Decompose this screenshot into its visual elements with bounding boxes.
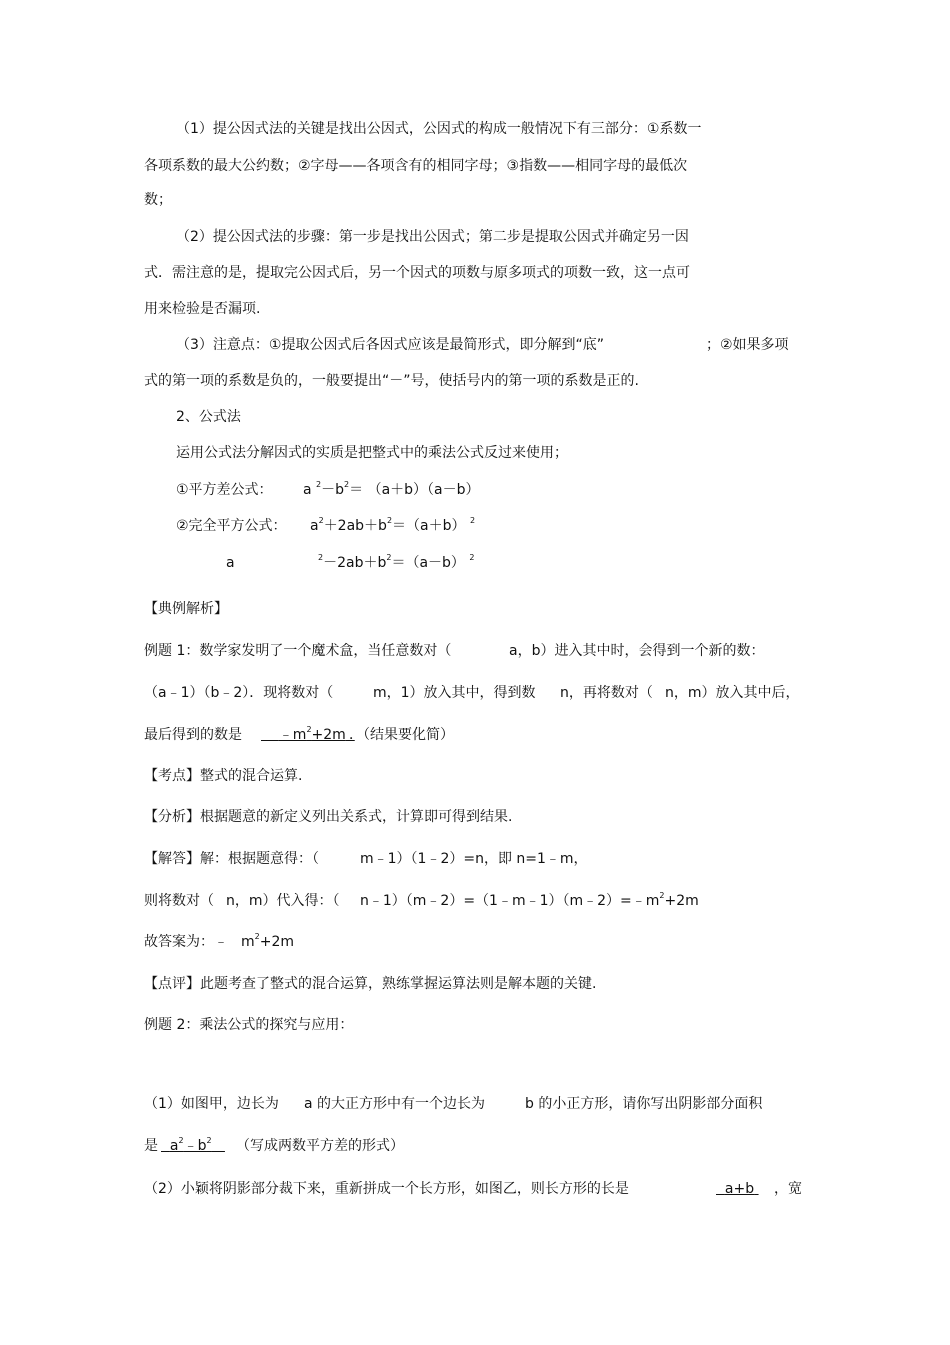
p1-line-2: 各项系数的最大公约数；②字母——各项含有的相同字母；③指数——相同字母的最低次 (144, 158, 688, 174)
section-heading: 【典例解析】 (144, 601, 228, 617)
ex1-line-2d: n，m）放入其中后， (665, 685, 800, 701)
ex1-step2-b: n，m）代入得：（ (226, 893, 340, 909)
formula-2-label: ②完全平方公式： (176, 518, 287, 534)
ex2-q2-a: （2）小颖将阴影部分裁下来，重新拼成一个长方形，如图乙，则长方形的长是 (144, 1181, 629, 1197)
ex1-line-1b: a，b）进入其中时，会得到一个新的数： (509, 643, 765, 659)
ex1-answer: $﹣m^2+2m$ (278, 725, 346, 743)
ex1-step2-a: 则将数对（ (144, 893, 214, 909)
ex1-answer-final-a: 故答案为：﹣ (144, 934, 228, 950)
ex2-q2-b: ，宽 (774, 1181, 802, 1197)
p2-line-1: （2）提公因式法的步骤：第一步是找出公因式；第二步是提取公因式并确定另一因 (176, 229, 689, 245)
ex2-q1-a: （1）如图甲，边长为 (144, 1096, 279, 1112)
formula-1-expression: a $^2-b^2= (a+b)(a-b)$ (303, 480, 480, 498)
ex1-fenxi: 【分析】根据题意的新定义列出关系式，计算即可得到结果. (144, 809, 513, 825)
p1-line-1: （1）提公因式法的关键是找出公因式，公因式的构成一般情况下有三部分：①系数一 (176, 121, 702, 137)
ex1-line-2a: （a﹣1）（b﹣2）．现将数对（ (144, 685, 334, 701)
ex1-line-2b: m，1）放入其中，得到数 (373, 685, 536, 701)
section-2-intro: 运用公式法分解因式的实质是把整式中的乘法公式反过来使用； (176, 445, 568, 461)
ex1-jieda-a: 【解答】解：根据题意得：（ (144, 851, 319, 867)
ex1-kaodian: 【考点】整式的混合运算. (144, 768, 303, 784)
ex2-q1-d: 是 (144, 1138, 158, 1154)
ex1-answer-final-b: $m^2+2m$ (241, 932, 295, 950)
ex1-line-3b: ．（结果要化简） (349, 727, 454, 743)
ex2-q1-c: b 的小正方形，请你写出阴影部分面积 (525, 1096, 763, 1112)
section-2-title: 2、公式法 (176, 409, 241, 425)
ex1-line-2c: n，再将数对（ (560, 685, 653, 701)
p2-line-3: 用来检验是否漏项. (144, 301, 261, 317)
p3-line-1a: （3）注意点：①提取公因式后各因式应该是最简形式，即分解到“底” (176, 337, 604, 353)
ex2-q1-e: （写成两数平方差的形式） (236, 1138, 404, 1154)
p3-line-1b: ；②如果多项 (706, 337, 789, 353)
ex1-line-1a: 例题 1：数学家发明了一个魔术盒，当任意数对（ (144, 643, 452, 659)
ex2-q1-answer: $a^2﹣b^2$ (169, 1136, 212, 1154)
ex1-jieda-b: m﹣1）（1﹣2）=n，即 n=1﹣m， (360, 851, 588, 867)
formula-3-a: a (226, 555, 235, 571)
ex2-title: 例题 2：乘法公式的探究与应用： (144, 1017, 354, 1033)
formula-1-label: ①平方差公式： (176, 482, 273, 498)
ex1-dianping: 【点评】此题考查了整式的混合运算，熟练掌握运算法则是解本题的关键. (144, 976, 597, 992)
formula-2-expression: $a^2+2ab+b^2=(a+b)$ $^2$ (310, 516, 476, 534)
p3-line-2: 式的第一项的系数是负的，一般要提出“－”号，使括号内的第一项的系数是正的. (144, 373, 639, 389)
formula-3-expression: $^2-2ab+b^2=(a-b)$ $^2$ (318, 553, 475, 571)
ex2-q1-b: a 的大正方形中有一个边长为 (304, 1096, 486, 1112)
ex1-line-3a: 最后得到的数是 (144, 727, 242, 743)
p2-line-2: 式．需注意的是，提取完公因式后，另一个因式的项数与原多项式的项数一致，这一点可 (144, 265, 690, 281)
ex2-q2-answer: a+b (724, 1181, 755, 1197)
p1-line-3: 数； (144, 192, 172, 208)
ex1-step2-c: $n﹣1)(m﹣2)=(1﹣m﹣1)(m﹣2)=﹣m^2+2m$ (360, 891, 699, 909)
